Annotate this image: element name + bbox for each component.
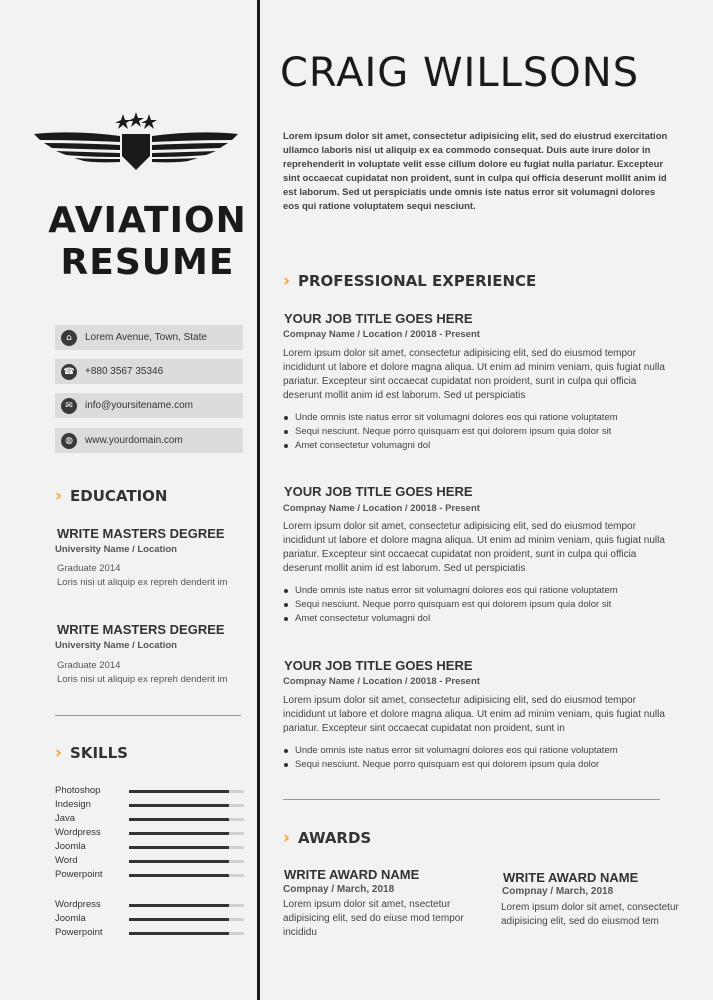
skill-row xyxy=(55,855,245,867)
job-bullets-2 xyxy=(283,584,668,626)
contact-address-text: Lorem Avenue, Town, State xyxy=(85,332,207,343)
skill-name: Joomla xyxy=(55,913,86,924)
right-divider xyxy=(283,799,660,800)
contact-phone-text: +880 3567 35346 xyxy=(85,366,164,377)
skills-heading: › SKILLS xyxy=(55,743,128,763)
skill-bar-fill xyxy=(129,818,229,821)
edu-graduate-1: Graduate 2014 xyxy=(57,563,121,574)
job-bullets-1 xyxy=(283,411,668,453)
job-desc-1: Lorem ipsum dolor sit amet, consectetur adipisicing elit, sed do eiusmod tempor incididunt ut labore et dolore magna aliqua. Ut enim ad minim veniam, quis fugiat nulla pariatur. Excepteur sint occaecat cupidatat non proident, sunt in culpa qui officia deserunt mollit anim id est laborum. Sed ut perspiciatis xyxy=(283,348,665,401)
aviation-wings-logo xyxy=(34,112,238,176)
skill-bar-fill xyxy=(129,790,229,793)
list-item: Sequi nesciunt. Neque porro quisquam est qui dolorem ipsum quia dolor sit xyxy=(283,598,668,612)
left-divider xyxy=(55,715,241,716)
globe-icon: ◍ xyxy=(61,433,77,449)
job-desc-2: Lorem ipsum dolor sit amet, consectetur adipisicing elit, sed do eiusmod tempor incididunt ut labore et dolore magna aliqua. Ut enim ad minim veniam, quis fugiat nulla pariatur. Excepteur sint occaecat cupidatat non proident, sunt in culpa qui officia deserunt mollit anim id est laborum. Sed ut perspiciatis xyxy=(283,521,665,574)
skill-bar-track xyxy=(129,932,244,935)
skill-name: Powerpoint xyxy=(55,869,103,880)
skill-row xyxy=(55,841,245,853)
award-name-1: WRITE AWARD NAME xyxy=(284,867,420,882)
award-company-1: Compnay / March, 2018 xyxy=(283,884,395,895)
skill-bar-fill xyxy=(129,932,229,935)
edu-graduate-2: Graduate 2014 xyxy=(57,660,121,671)
job-desc-3: Lorem ipsum dolor sit amet, consectetur adipisicing elit, sed do eiusmod tempor incididunt ut labore et dolore magna aliqua. Ut enim ad minim veniam, quis fugiat nulla pariatur. Excepteur sint occaecat cupidatat non proident, sunt in xyxy=(283,695,665,734)
edu-university-2: University Name / Location xyxy=(55,640,177,651)
list-item: Sequi nesciunt. Neque porro quisquam est qui dolorem ipsum quia dolor xyxy=(283,758,668,772)
skill-bar-fill xyxy=(129,918,229,921)
skill-bar-fill xyxy=(129,846,229,849)
candidate-name: CRAIG WILLSONS xyxy=(280,50,640,96)
edu-desc-1: Loris nisi ut aliquip ex repreh denderit im xyxy=(57,577,228,588)
skill-row xyxy=(55,827,245,839)
skill-bar-track xyxy=(129,790,244,793)
contact-phone xyxy=(55,359,243,384)
skill-bar-track xyxy=(129,832,244,835)
skill-bar-track xyxy=(129,918,244,921)
job-bullets-3 xyxy=(283,744,668,772)
contact-website-text: www.yourdomain.com xyxy=(85,435,183,446)
home-icon: ⌂ xyxy=(61,330,77,346)
edu-desc-2: Loris nisi ut aliquip ex repreh denderit im xyxy=(57,674,228,685)
job-title-3: YOUR JOB TITLE GOES HERE xyxy=(284,658,473,673)
skill-row xyxy=(55,899,245,911)
chevron-right-icon: › xyxy=(55,486,63,506)
skill-row xyxy=(55,799,245,811)
edu-degree-2: WRITE MASTERS DEGREE xyxy=(57,622,225,637)
skill-name: Photoshop xyxy=(55,785,101,796)
skill-row xyxy=(55,913,245,925)
skill-name: Java xyxy=(55,813,76,824)
skill-bar-fill xyxy=(129,804,229,807)
edu-degree-1: WRITE MASTERS DEGREE xyxy=(57,526,225,541)
skill-name: Wordpress xyxy=(55,827,101,838)
left-column xyxy=(0,0,257,1000)
skill-name: Wordpress xyxy=(55,899,101,910)
skill-bar-track xyxy=(129,804,244,807)
award-desc-2: Lorem ipsum dolor sit amet, consectetur adipisicing elit, sed do eiusmod tem xyxy=(501,902,679,927)
skill-bar-track xyxy=(129,860,244,863)
skill-row xyxy=(55,927,245,939)
contact-email-text: info@yoursitename.com xyxy=(85,400,193,411)
skill-row xyxy=(55,869,245,881)
chevron-right-icon: › xyxy=(55,743,63,763)
job-company-1: Compnay Name / Location / 20018 - Present xyxy=(283,329,480,340)
skill-name: Word xyxy=(55,855,78,866)
skill-bar-fill xyxy=(129,832,229,835)
skill-row xyxy=(55,813,245,825)
skill-bar-track xyxy=(129,874,244,877)
mail-icon: ✉ xyxy=(61,398,77,414)
skill-bar-track xyxy=(129,904,244,907)
skill-bar-fill xyxy=(129,874,229,877)
education-heading: › EDUCATION xyxy=(55,486,168,506)
skill-bar-fill xyxy=(129,904,229,907)
award-company-2: Compnay / March, 2018 xyxy=(502,886,614,897)
chevron-right-icon: › xyxy=(283,271,291,291)
skill-bar-track xyxy=(129,846,244,849)
contact-website xyxy=(55,428,243,453)
contact-email xyxy=(55,393,243,418)
list-item: Amet consectetur volumagni dol xyxy=(283,439,668,453)
phone-icon: ☎ xyxy=(61,364,77,380)
list-item: Sequi nesciunt. Neque porro quisquam est qui dolorem ipsum quia dolor sit xyxy=(283,425,668,439)
skill-bar-track xyxy=(129,818,244,821)
list-item: Unde omnis iste natus error sit volumagni dolores eos qui ratione voluptatem xyxy=(283,744,668,758)
skill-name: Powerpoint xyxy=(55,927,103,938)
chevron-right-icon: › xyxy=(283,828,291,848)
skill-name: Indesign xyxy=(55,799,91,810)
skill-bar-fill xyxy=(129,860,229,863)
skill-name: Joomla xyxy=(55,841,86,852)
award-name-2: WRITE AWARD NAME xyxy=(503,870,639,885)
resume-title-line2: RESUME xyxy=(60,242,235,283)
column-divider xyxy=(257,0,260,1000)
list-item: Unde omnis iste natus error sit volumagni dolores eos qui ratione voluptatem xyxy=(283,411,668,425)
resume-title-line1: AVIATION xyxy=(48,200,247,241)
job-company-2: Compnay Name / Location / 20018 - Present xyxy=(283,503,480,514)
award-desc-1: Lorem ipsum dolor sit amet, nsectetur adipisicing elit, sed do eiuse mod tempor incididu xyxy=(283,899,464,938)
job-company-3: Compnay Name / Location / 20018 - Present xyxy=(283,676,480,687)
list-item: Unde omnis iste natus error sit volumagni dolores eos qui ratione voluptatem xyxy=(283,584,668,598)
awards-heading: › AWARDS xyxy=(283,828,372,848)
list-item: Amet consectetur volumagni dol xyxy=(283,612,668,626)
experience-heading: › PROFESSIONAL EXPERIENCE xyxy=(283,271,537,291)
intro-paragraph: Lorem ipsum dolor sit amet, consectetur adipisicing elit, sed do eiustrud exercitation ullamco laboris nisi ut aliquip ex ea commodo consequat. Duis aute irure dolor in reprehenderit in voluptate velit esse cillum dolore eu fugiat nulla pariatur. Excepteur sint occaecat cupidatat non proident, sunt in culpa qui officia deserunt mollit anim id est laborum. Sed ut perspiciatis unde omnis iste natus error sit volumagni dolores eos qui ratione voluptatem sequi nesciunt. xyxy=(283,131,668,212)
edu-university-1: University Name / Location xyxy=(55,544,177,555)
job-title-1: YOUR JOB TITLE GOES HERE xyxy=(284,311,473,326)
job-title-2: YOUR JOB TITLE GOES HERE xyxy=(284,484,473,499)
contact-address xyxy=(55,325,243,350)
skill-row xyxy=(55,785,245,797)
